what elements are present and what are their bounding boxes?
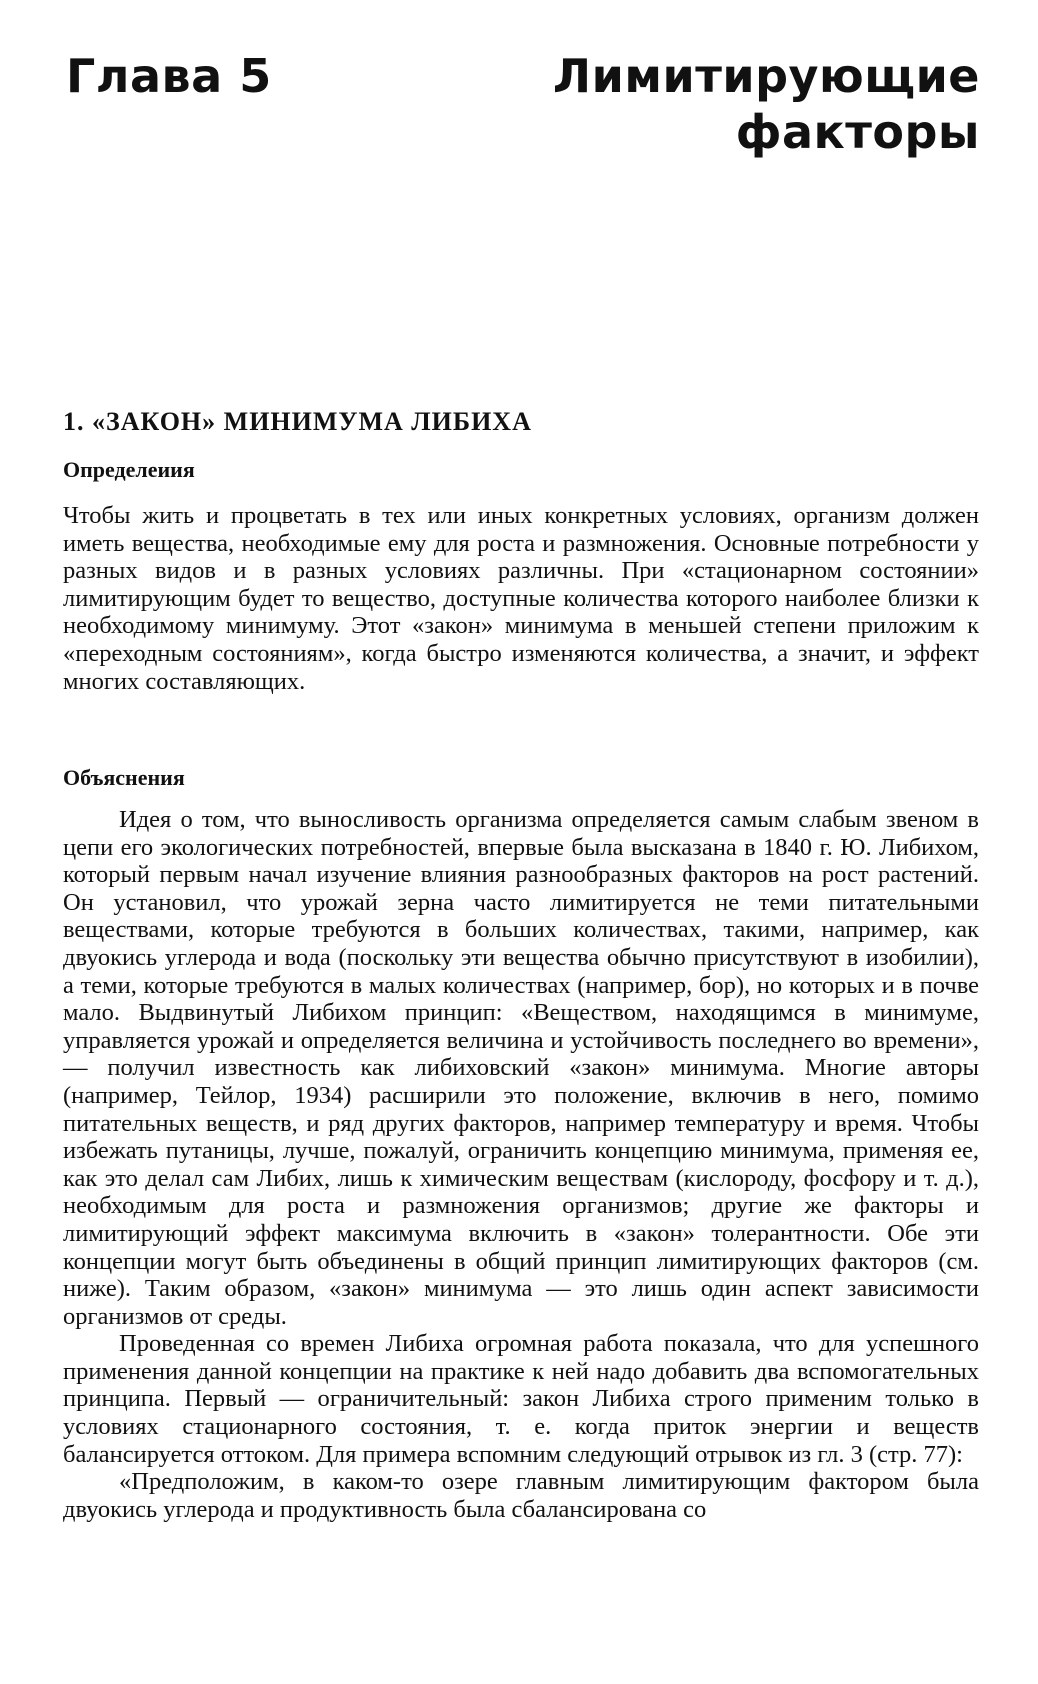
chapter-title: Лимитирующие факторы bbox=[552, 49, 980, 159]
definition-heading: Определеиия bbox=[63, 457, 195, 482]
definition-paragraph: Чтобы жить и процветать в тех или иных конкретных условиях, организм должен иметь вещества, необходимые ему для роста и размножения. Основные потребности у разных видов и в разных условиях различны. При «стационарном состоянии» лимитирующим будет то вещество, доступные количества которого наиболее близки к необходимому минимуму. Этот «закон» минимума в меньшей степени приложим к «переходным состояниям», когда быстро изменяются количества, а значит, и эффект многих составляющих. bbox=[63, 502, 979, 695]
explanation-paragraph-3: «Предположим, в каком-то озере главным лимитирующим фактором была двуокись углерода и продуктивность была сбалансирована со bbox=[63, 1468, 979, 1523]
definition-text bbox=[63, 502, 979, 695]
chapter-label: Глава 5 bbox=[66, 49, 272, 103]
explanation-heading: Объяснения bbox=[63, 765, 185, 790]
explanation-paragraph-2: Проведенная со времен Либиха огромная работа показала, что для успешного применения данной концепции на практике к ней надо добавить два вспомогательных принципа. Первый — ограничительный: закон Либиха строго применим только в условиях стационарного состояния, т. е. когда приток энергии и веществ балансируется оттоком. Для примера вспомним следующий отрывок из гл. 3 (стр. 77): bbox=[63, 1330, 979, 1468]
explanation-text bbox=[63, 806, 979, 1523]
section-heading: 1. «ЗАКОН» МИНИМУМА ЛИБИХА bbox=[63, 407, 532, 436]
explanation-paragraph-1: Идея о том, что выносливость организма определяется самым слабым звеном в цепи его экологических потребностей, впервые была высказана в 1840 г. Ю. Либихом, который первым начал изучение влияния разнообразных факторов на рост растений. Он установил, что урожай зерна часто лимитируется не теми питательными веществами, которые требуются в больших количествах, такими, например, как двуокись углерода и вода (поскольку эти вещества обычно присутствуют в изобилии), а теми, которые требуются в малых количествах (например, бор), но которых и в почве мало. Выдвинутый Либихом принцип: «Веществом, находящимся в минимуме, управляется урожай и определяется величина и устойчивость последнего во времени», — получил известность как либиховский «закон» минимума. Многие авторы (например, Тейлор, 1934) расширили это положение, включив в него, помимо питательных веществ, и ряд других факторов, например температуру и время. Чтобы избежать путаницы, лучше, пожалуй, ограничить концепцию минимума, применяя ее, как это делал сам Либих, лишь к химическим веществам (кислороду, фосфору и т. д.), необходимым для роста и размножения организмов; другие же факторы и лимитирующий эффект максимума включить в «закон» толерантности. Обе эти концепции могут быть объединены в общий принцип лимитирующих факторов (см. ниже). Таким образом, «закон» минимума — это лишь один аспект зависимости организмов от среды. bbox=[63, 806, 979, 1330]
